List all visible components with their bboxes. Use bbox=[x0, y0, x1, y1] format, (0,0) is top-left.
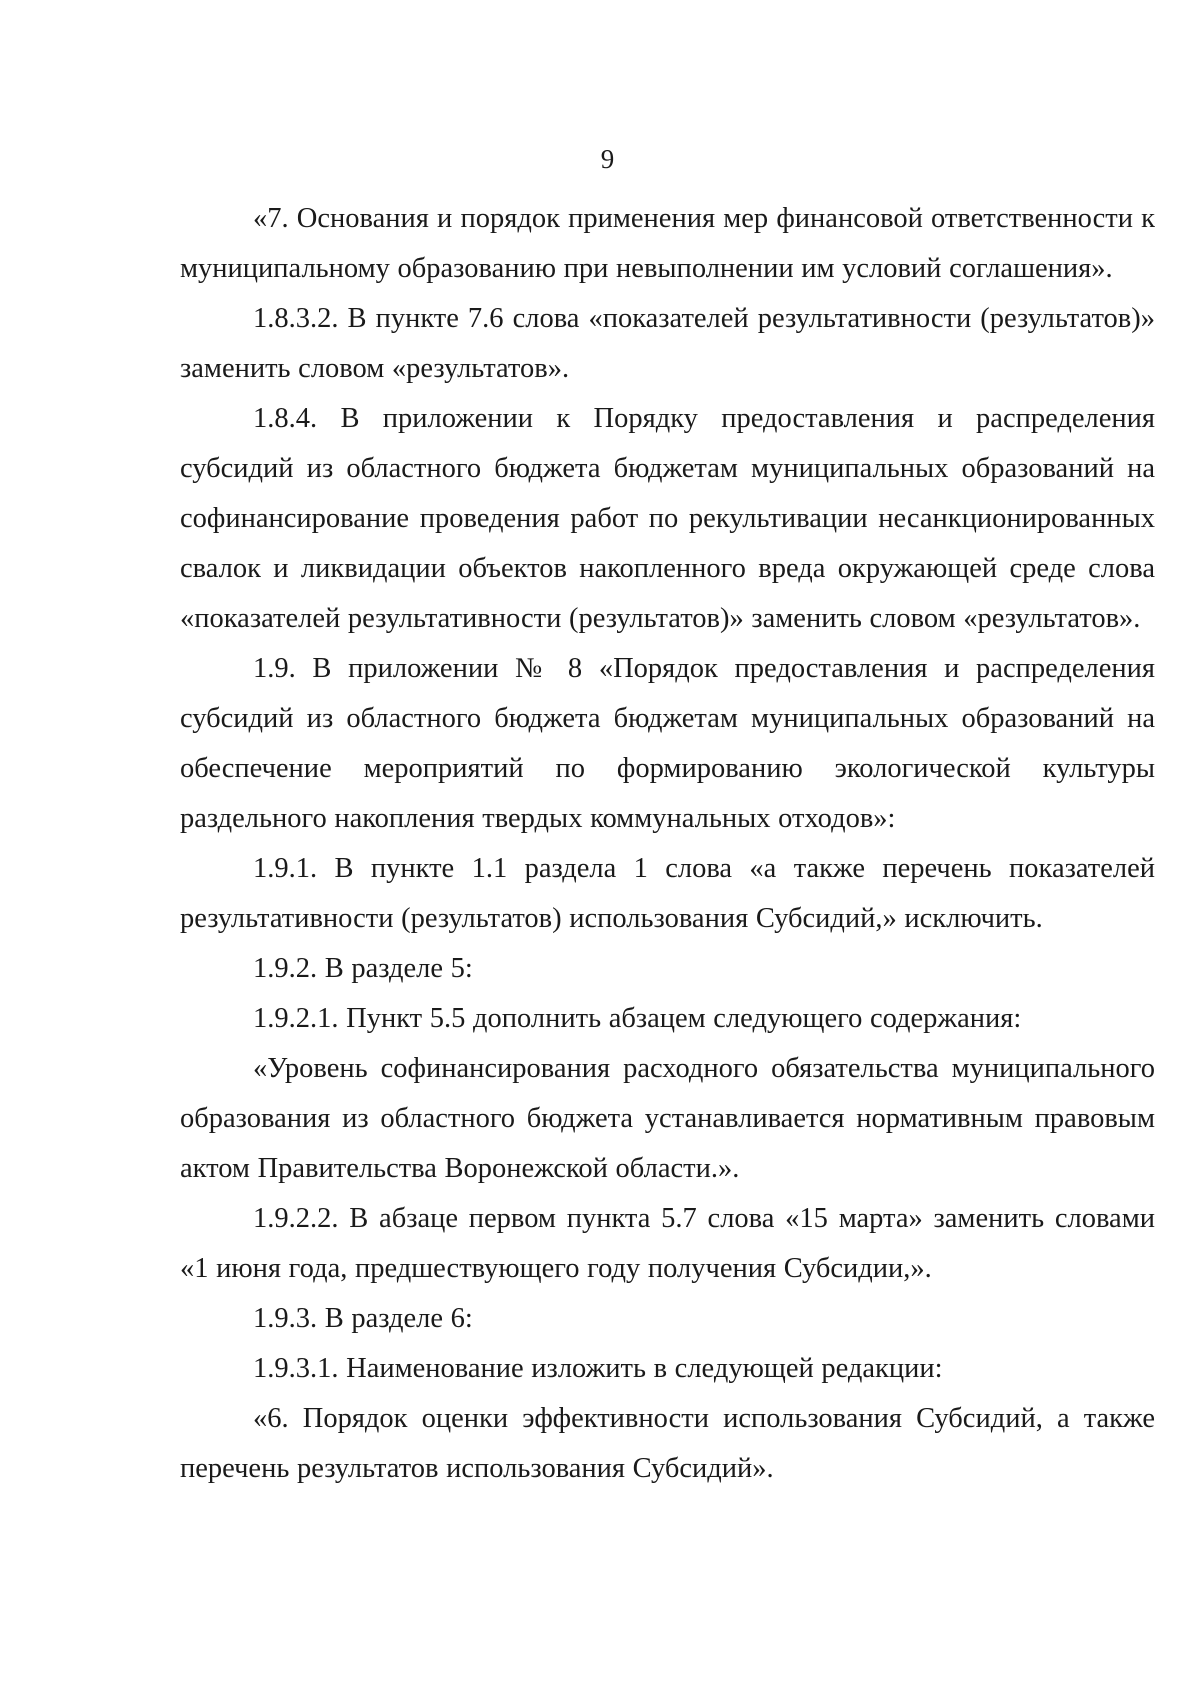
paragraph-1-9-1: 1.9.1. В пункте 1.1 раздела 1 слова «а также перечень показателей результативности (результатов) использования Субсидий,» исключить. bbox=[180, 853, 1155, 934]
paragraph-1-8-3-2: 1.8.3.2. В пункте 7.6 слова «показателей результативности (результатов)» заменить словом «результатов». bbox=[180, 303, 1155, 384]
page-number: 9 bbox=[600, 144, 615, 174]
paragraph-section-7-title: «7. Основания и порядок применения мер финансовой ответственности к муниципальному образованию при невыполнении им условий соглашения». bbox=[180, 203, 1155, 284]
paragraph-1-9-2: 1.9.2. В разделе 5: bbox=[253, 953, 473, 984]
paragraph-section-6-title: «6. Порядок оценки эффективности использования Субсидий, а также перечень результатов использования Субсидий». bbox=[180, 1403, 1155, 1484]
paragraph-cofinancing-level: «Уровень софинансирования расходного обязательства муниципального образования из областного бюджета устанавливается нормативным правовым актом Правительства Воронежской области.». bbox=[180, 1053, 1155, 1184]
paragraph-1-9-3-1: 1.9.3.1. Наименование изложить в следующей редакции: bbox=[253, 1353, 943, 1384]
document-body bbox=[180, 194, 1155, 1494]
paragraph-1-8-4: 1.8.4. В приложении к Порядку предоставления и распределения субсидий из областного бюджета бюджетам муниципальных образований на софинансирование проведения работ по рекультивации несанкционированных свалок и ликвидации объектов накопленного вреда окружающей среде слова «показателей результативности (результатов)» заменить словом «результатов». bbox=[180, 403, 1155, 634]
paragraph-1-9-2-2: 1.9.2.2. В абзаце первом пункта 5.7 слова «15 марта» заменить словами «1 июня года, предшествующего году получения Субсидии,». bbox=[180, 1203, 1155, 1284]
paragraph-1-9-2-1: 1.9.2.1. Пункт 5.5 дополнить абзацем следующего содержания: bbox=[253, 1003, 1022, 1034]
paragraph-1-9-3: 1.9.3. В разделе 6: bbox=[253, 1303, 473, 1334]
paragraph-1-9: 1.9. В приложении № 8 «Порядок предоставления и распределения субсидий из областного бюджета бюджетам муниципальных образований на обеспечение мероприятий по формированию экологической культуры раздельного накопления твердых коммунальных отходов»: bbox=[180, 653, 1155, 834]
